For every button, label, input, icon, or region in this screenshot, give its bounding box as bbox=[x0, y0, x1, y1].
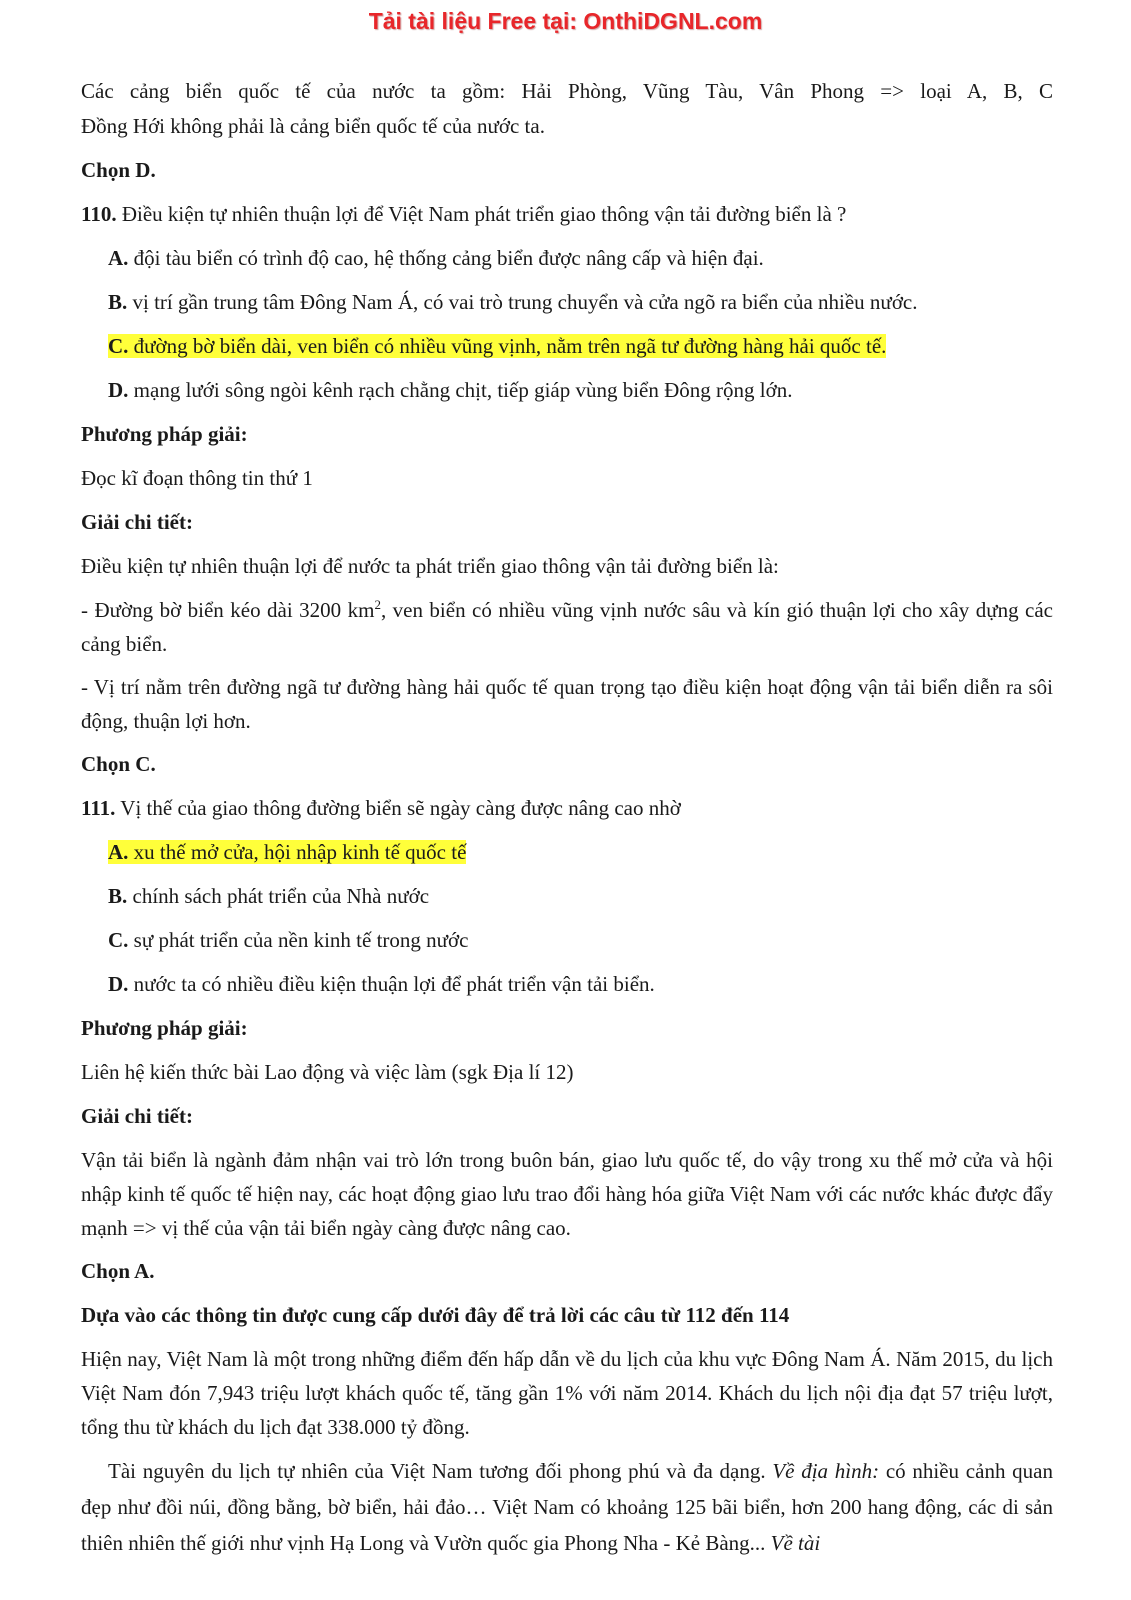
highlighted-answer bbox=[108, 334, 886, 358]
page-header-watermark: Tải tài liệu Free tại: OnthiDGNL.com bbox=[368, 8, 763, 34]
question-text: Điều kiện tự nhiên thuận lợi để Việt Nam phát triển giao thông vận tải đường biển là ? bbox=[116, 202, 847, 226]
passage-heading: Dựa vào các thông tin được cung cấp dưới đây để trả lời các câu từ 112 đến 114 bbox=[81, 1303, 790, 1327]
detail-paragraph: Vận tải biển là ngành đảm nhận vai trò lớn trong buôn bán, giao lưu quốc tế, do vậy trong xu thế mở cửa và hội nhập kinh tế quốc tế hiện nay, các hoạt động giao lưu trao đổi hàng hóa giữa Việt Nam với các nước khác được đẩy mạnh => vị thế của vận tải biển ngày càng được nâng cao. bbox=[81, 1148, 1053, 1240]
option-text: sự phát triển của nền kinh tế trong nước bbox=[128, 928, 469, 952]
passage-italic-text: Về tài bbox=[770, 1531, 821, 1555]
option-letter: C. bbox=[108, 334, 129, 358]
highlighted-answer bbox=[108, 840, 466, 864]
option-letter: A. bbox=[108, 246, 129, 270]
passage-paragraph-2 bbox=[81, 1453, 1053, 1561]
detail-label: Giải chi tiết: bbox=[81, 510, 193, 534]
option-letter: B. bbox=[108, 290, 128, 314]
method-text: Liên hệ kiến thức bài Lao động và việc làm (sgk Địa lí 12) bbox=[81, 1060, 574, 1084]
option-text: chính sách phát triển của Nhà nước bbox=[127, 884, 430, 908]
option-a-correct bbox=[81, 835, 1053, 870]
question-number: 110. bbox=[81, 202, 117, 226]
option-c bbox=[81, 923, 1053, 958]
question-text: Vị thế của giao thông đường biển sẽ ngày càng được nâng cao nhờ bbox=[115, 796, 681, 820]
option-b bbox=[81, 879, 1053, 914]
passage-text: có nhiều cảnh quan đẹp như đồi núi, đồng bằng, bờ biển, hải đảo… Việt Nam có khoảng 125 bãi biển, hơn 200 hang động, các di sản thiên nhiên thế giới như vịnh Hạ Long và Vườn quốc gia Phong Nha - Kẻ Bàng... bbox=[81, 1459, 1053, 1555]
method-text: Đọc kĩ đoạn thông tin thứ 1 bbox=[81, 466, 313, 490]
option-text: nước ta có nhiều điều kiện thuận lợi để phát triển vận tải biển. bbox=[128, 972, 655, 996]
question-111 bbox=[81, 791, 1053, 826]
option-d bbox=[81, 373, 1053, 408]
question-110 bbox=[81, 197, 1053, 232]
answer-choice-110: Chọn C. bbox=[81, 752, 156, 776]
question-number: 111. bbox=[81, 796, 116, 820]
passage-italic-text: Về địa hình: bbox=[772, 1459, 880, 1483]
detail-point-2: - Vị trí nằm trên đường ngã tư đường hàng hải quốc tế quan trọng tạo điều kiện hoạt động vận tải biển diễn ra sôi động, thuận lợi hơn. bbox=[81, 675, 1053, 733]
answer-choice-111: Chọn A. bbox=[81, 1259, 155, 1283]
option-letter: B. bbox=[108, 884, 128, 908]
answer-choice-109: Chọn D. bbox=[81, 158, 156, 182]
passage-paragraph-1: Hiện nay, Việt Nam là một trong những điểm đến hấp dẫn về du lịch của khu vực Đông Nam Á. Năm 2015, du lịch Việt Nam đón 7,943 triệu lượt khách quốc tế, tăng gần 1% với năm 2014. Khách du lịch nội địa đạt 57 triệu lượt, tổng thu từ khách du lịch đạt 338.000 tỷ đồng. bbox=[81, 1347, 1053, 1439]
option-letter: D. bbox=[108, 972, 129, 996]
option-text: xu thế mở cửa, hội nhập kinh tế quốc tế bbox=[128, 840, 467, 864]
detail-point-1 bbox=[81, 593, 1053, 661]
option-b bbox=[81, 285, 1053, 320]
option-text: đường bờ biển dài, ven biển có nhiều vũng vịnh, nằm trên ngã tư đường hàng hải quốc tế. bbox=[128, 334, 887, 358]
passage-text: Tài nguyên du lịch tự nhiên của Việt Nam tương đối phong phú và đa dạng. bbox=[108, 1459, 773, 1483]
detail-intro: Điều kiện tự nhiên thuận lợi để nước ta phát triển giao thông vận tải đường biển là: bbox=[81, 554, 779, 578]
intro-line-2: Đồng Hới không phải là cảng biển quốc tế của nước ta. bbox=[81, 114, 545, 138]
intro-line-1: Các cảng biển quốc tế của nước ta gồm: Hải Phòng, Vũng Tàu, Vân Phong => loại A, B, C bbox=[81, 79, 1053, 103]
option-letter: C. bbox=[108, 928, 129, 952]
option-text: đội tàu biển có trình độ cao, hệ thống cảng biển được nâng cấp và hiện đại. bbox=[128, 246, 764, 270]
method-label: Phương pháp giải: bbox=[81, 1016, 248, 1040]
option-letter: D. bbox=[108, 378, 129, 402]
detail-label: Giải chi tiết: bbox=[81, 1104, 193, 1128]
superscript: 2 bbox=[374, 597, 381, 612]
method-label: Phương pháp giải: bbox=[81, 422, 248, 446]
detail-text: - Đường bờ biển kéo dài 3200 km bbox=[81, 598, 375, 622]
option-text: vị trí gần trung tâm Đông Nam Á, có vai trò trung chuyển và cửa ngõ ra biển của nhiều nước. bbox=[127, 290, 918, 314]
option-letter: A. bbox=[108, 840, 129, 864]
option-c-correct bbox=[81, 329, 1053, 364]
option-text: mạng lưới sông ngòi kênh rạch chằng chịt, tiếp giáp vùng biển Đông rộng lớn. bbox=[128, 378, 793, 402]
detail-text: , ven biển có nhiều vũng vịnh nước sâu và kín gió thuận lợi cho xây dựng các cảng biển. bbox=[81, 598, 1053, 656]
option-d bbox=[81, 967, 1053, 1002]
option-a bbox=[81, 241, 1053, 276]
document-body bbox=[81, 74, 1053, 1570]
